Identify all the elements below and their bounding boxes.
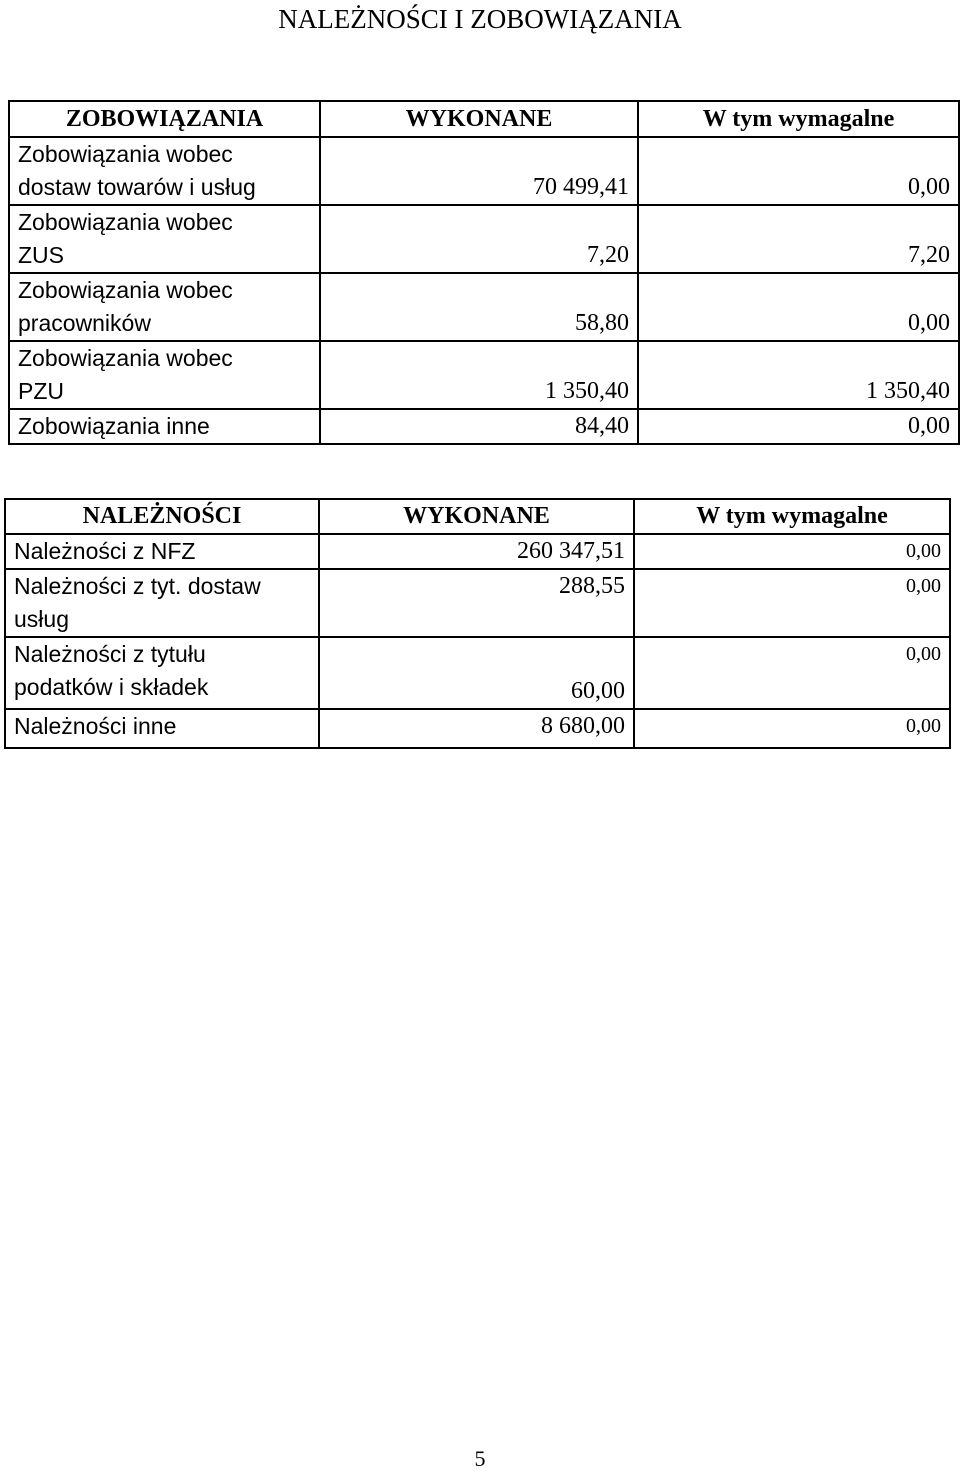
receivables-header-due: W tym wymagalne — [634, 499, 950, 534]
executed-value: 288,55 — [319, 569, 634, 637]
due-value: 0,00 — [638, 409, 959, 444]
row-label-line2: dostaw towarów i usług — [18, 174, 256, 200]
receivables-header-category: NALEŻNOŚCI — [5, 499, 319, 534]
table-row — [5, 534, 950, 569]
liabilities-header-due: W tym wymagalne — [638, 101, 959, 137]
receivables-header-row — [5, 499, 950, 534]
executed-value: 60,00 — [319, 637, 634, 709]
row-label — [9, 137, 320, 205]
row-label — [9, 341, 320, 409]
liabilities-header-row — [9, 101, 959, 137]
row-label-line1: Należności z tyt. dostaw — [14, 573, 261, 599]
row-label: Należności inne — [5, 709, 319, 748]
liabilities-header-category: ZOBOWIĄZANIA — [9, 101, 320, 137]
receivables-table — [4, 498, 951, 749]
liabilities-header-executed: WYKONANE — [320, 101, 638, 137]
table-row — [9, 273, 959, 341]
executed-value: 8 680,00 — [319, 709, 634, 748]
due-value: 1 350,40 — [638, 341, 959, 409]
row-label — [5, 569, 319, 637]
executed-value: 260 347,51 — [319, 534, 634, 569]
receivables-header-executed: WYKONANE — [319, 499, 634, 534]
row-label: Zobowiązania inne — [9, 409, 320, 444]
due-value: 0,00 — [634, 534, 950, 569]
executed-value: 58,80 — [320, 273, 638, 341]
due-value: 0,00 — [634, 569, 950, 637]
executed-value: 84,40 — [320, 409, 638, 444]
table-row — [5, 709, 950, 748]
row-label — [9, 205, 320, 273]
due-value: 0,00 — [638, 273, 959, 341]
due-value: 0,00 — [638, 137, 959, 205]
row-label-line2: podatków i składek — [14, 674, 209, 700]
table-row — [5, 569, 950, 637]
row-label — [9, 273, 320, 341]
due-value: 0,00 — [634, 709, 950, 748]
table-row — [9, 205, 959, 273]
row-label — [5, 637, 319, 709]
row-label-line1: Należności z tytułu — [14, 641, 206, 667]
page-title: NALEŻNOŚCI I ZOBOWIĄZANIA — [278, 4, 682, 34]
due-value: 0,00 — [634, 637, 950, 709]
row-label-line2: ZUS — [18, 242, 64, 268]
row-label-line1: Zobowiązania wobec — [18, 277, 233, 303]
row-label: Należności z NFZ — [5, 534, 319, 569]
executed-value: 70 499,41 — [320, 137, 638, 205]
row-label-line2: pracowników — [18, 310, 151, 336]
row-label-line1: Zobowiązania wobec — [18, 345, 233, 371]
executed-value: 1 350,40 — [320, 341, 638, 409]
executed-value: 7,20 — [320, 205, 638, 273]
row-label-line2: usług — [14, 606, 69, 632]
row-label-line1: Zobowiązania wobec — [18, 209, 233, 235]
table-row — [9, 341, 959, 409]
table-row — [9, 137, 959, 205]
page-number: 5 — [474, 1446, 486, 1471]
table-row — [9, 409, 959, 444]
row-label-line1: Zobowiązania wobec — [18, 141, 233, 167]
due-value: 7,20 — [638, 205, 959, 273]
liabilities-table — [8, 100, 960, 445]
table-row — [5, 637, 950, 709]
row-label-line2: PZU — [18, 378, 64, 404]
